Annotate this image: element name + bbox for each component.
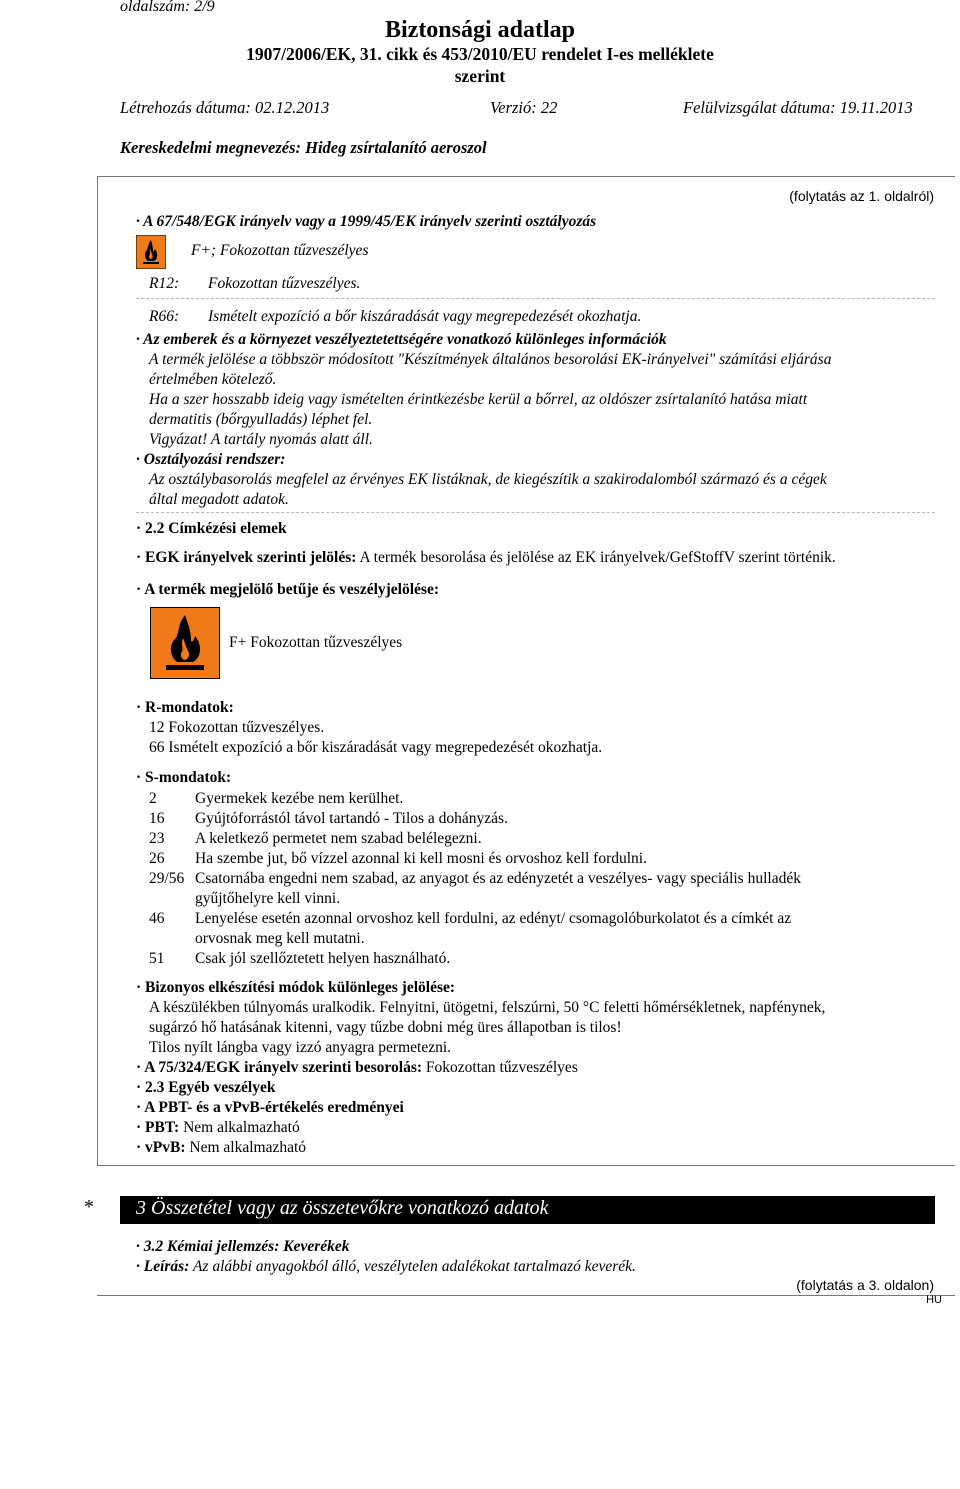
directive-label: · A 75/324/EGK irányelv szerinti besorolás: — [136, 1059, 423, 1076]
chemical-characterization: · 3.2 Kémiai jellemzés: Keverékek — [136, 1238, 350, 1255]
trade-name: Kereskedelmi megnevezés: Hideg zsírtalanító aeroszol — [120, 138, 487, 157]
vpvb-label: · vPvB: — [136, 1139, 186, 1156]
vpvb-value: Nem alkalmazható — [189, 1139, 307, 1156]
special-labeling-heading: · Bizonyos elkészítési módok különleges jelölése: — [136, 979, 456, 996]
pbt-label: · PBT: — [136, 1119, 180, 1136]
s-phrase-text: Ha szembe jut, bő vízzel azonnal ki kell mosni és orvoshoz kell fordulni. — [195, 850, 647, 867]
s-phrase-code: 16 — [149, 810, 165, 827]
directive-value: Fokozottan tűzveszélyes — [425, 1059, 578, 1076]
ek-labeling-text: A termék besorolása és jelölése az EK irányelvek/GefStoffV szerint történik. — [359, 549, 836, 566]
r66-text: Ismételt expozíció a bőr kiszáradását vagy megrepedezését okozhatja. — [208, 308, 642, 325]
r-phrases-heading: · R-mondatok: — [136, 699, 234, 716]
section-3-title: 3 Összetétel vagy az összetevőkre vonatkozó adatok — [136, 1197, 549, 1219]
special-info-line: Vigyázat! A tartály nyomás alatt áll. — [149, 431, 373, 448]
pbt-row — [136, 1118, 300, 1138]
classification-heading: · A 67/548/EGK irányelv vagy a 1999/45/EK irányelv szerinti osztályozás — [136, 213, 597, 230]
s-phrases-heading: · S-mondatok: — [136, 769, 232, 786]
revision-date: Felülvizsgálat dátuma: 19.11.2013 — [683, 98, 913, 117]
s-phrase-text: A keletkező permetet nem szabad belélegezni. — [195, 830, 482, 847]
letter-heading: · A termék megjelölő betűje és veszélyjelölése: — [136, 581, 439, 598]
footer-rule — [97, 1295, 955, 1296]
special-info-line: Ha a szer hosszabb ideig vagy ismételten érintkezésbe kerül a bőrrel, az oldószer zsírtalanító hatása miatt — [149, 391, 808, 408]
s-phrase-text: Gyújtóforrástól távol tartandó - Tilos a dohányzás. — [195, 810, 508, 827]
s-phrase-text: Gyermekek kezébe nem kerülhet. — [195, 790, 404, 807]
s-phrase-code: 26 — [149, 850, 165, 867]
special-info-line: A termék jelölése a többször módosított "Készítmények általános besorolási EK-irányelvei" számítási eljárása — [149, 351, 832, 368]
separator — [136, 298, 935, 299]
language-code: HU — [926, 1294, 942, 1306]
r12-text: Fokozottan tűzveszélyes. — [208, 275, 361, 292]
other-hazards-heading: · 2.3 Egyéb veszélyek — [136, 1079, 276, 1096]
label-elements-heading: · 2.2 Címkézési elemek — [136, 520, 287, 537]
s-phrase-code: 51 — [149, 950, 165, 967]
flammable-hazard-icon — [150, 607, 220, 679]
class-system-heading: · Osztályozási rendszer: — [136, 451, 286, 468]
description-row — [136, 1257, 636, 1277]
regulation-line: 1907/2006/EK, 31. cikk és 453/2010/EU rendelet I-es melléklete — [246, 44, 714, 64]
class-system-line: által megadott adatok. — [149, 491, 289, 508]
vpvb-row — [136, 1138, 306, 1158]
r12-code: R12: — [149, 275, 180, 292]
classification-symbol-label: F+; Fokozottan tűzveszélyes — [191, 242, 369, 259]
special-labeling-line: Tilos nyílt lángba vagy izzó anyagra permetezni. — [149, 1039, 452, 1056]
s-phrase-code: 2 — [149, 790, 157, 807]
s-phrase-code: 29/56 — [149, 870, 185, 887]
creation-date: Létrehozás dátuma: 02.12.2013 — [120, 98, 330, 117]
regulation-line-2: szerint — [454, 66, 506, 86]
special-info-line: értelmében kötelező. — [149, 371, 277, 388]
change-marker: * — [84, 1196, 94, 1218]
r-phrase-item: 12 Fokozottan tűzveszélyes. — [149, 719, 325, 736]
document-title: Biztonsági adatlap — [384, 17, 576, 43]
version: Verzió: 22 — [490, 98, 558, 117]
symbol-caption: F+ Fokozottan tűzveszélyes — [229, 634, 403, 651]
ek-labeling — [136, 548, 836, 568]
continuation-to: (folytatás a 3. oldalon) — [796, 1277, 934, 1293]
special-info-line: dermatitis (bőrgyulladás) léphet fel. — [149, 411, 373, 428]
flammable-hazard-icon — [136, 235, 166, 269]
special-info-heading: · Az emberek és a környezet veszélyeztetettségére vonatkozó különleges információk — [136, 331, 667, 348]
continuation-from: (folytatás az 1. oldalról) — [789, 188, 934, 204]
r-phrase-item: 66 Ismételt expozíció a bőr kiszáradását vagy megrepedezését okozhatja. — [149, 739, 603, 756]
section-3-header — [120, 1196, 935, 1224]
directive-75-324 — [136, 1058, 578, 1078]
description-text: Az alábbi anyagokból álló, veszélytelen adalékokat tartalmazó keverék. — [193, 1258, 636, 1275]
description-label: · Leírás: — [136, 1258, 190, 1275]
special-labeling-line: sugárzó hő hatásának kitenni, vagy tűzbe dobni még üres állapotban is tilos! — [149, 1019, 622, 1036]
r66-code: R66: — [149, 308, 180, 325]
s-phrase-text-continued: orvosnak meg kell mutatni. — [195, 930, 365, 947]
class-system-line: Az osztálybasorolás megfelel az érvényes EK listáknak, de kiegészítik a szakirodalomból származó és a cégek — [149, 471, 827, 488]
ek-labeling-label: · EGK irányelvek szerinti jelölés: — [136, 549, 357, 566]
s-phrase-text: Lenyelése esetén azonnal orvoshoz kell fordulni, az edényt/ csomagolóburkolatot és a címkét az — [195, 910, 792, 927]
s-phrase-text: Csak jól szellőztetett helyen használható. — [195, 950, 451, 967]
pbt-value: Nem alkalmazható — [183, 1119, 300, 1136]
pbt-heading: · A PBT- és a vPvB-értékelés eredményei — [136, 1099, 404, 1116]
special-labeling-line: A készülékben túlnyomás uralkodik. Felnyitni, ütögetni, felszúrni, 50 °C feletti hőmérsékletnek, napfénynek, — [149, 999, 826, 1016]
s-phrase-code: 23 — [149, 830, 165, 847]
s-phrase-text: Csatornába engedni nem szabad, az anyagot és az edényzetét a veszélyes- vagy speciális hulladék — [195, 870, 801, 887]
s-phrase-text-continued: gyűjtőhelyre kell vinni. — [195, 890, 341, 907]
s-phrase-code: 46 — [149, 910, 165, 927]
page-number: oldalszám: 2/9 — [120, 0, 215, 15]
separator — [136, 512, 935, 513]
